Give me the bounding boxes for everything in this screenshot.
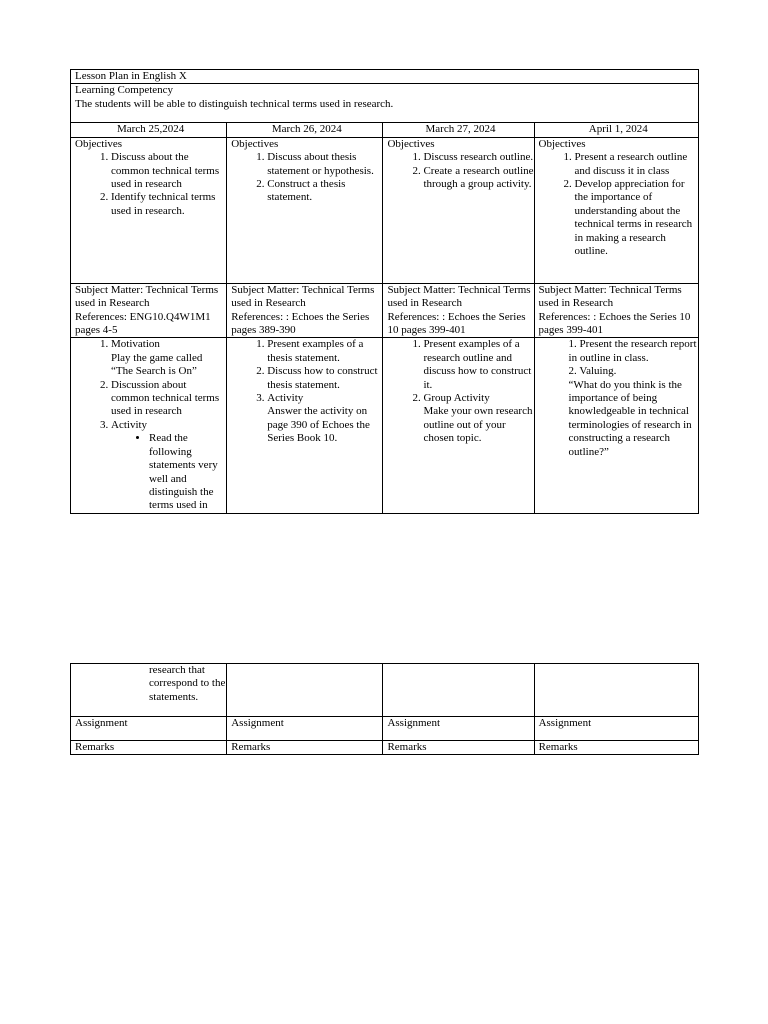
assignment-cell: Assignment	[383, 717, 534, 741]
objectives-cell	[383, 137, 534, 283]
objective-item: 1. Discuss about the common technical terms used in research	[111, 151, 226, 191]
objective-item: 2. Construct a thesis statement.	[267, 178, 382, 205]
procedure-item: 1. Motivation Play the game called “The Search is On”	[111, 338, 226, 378]
procedure-cell	[383, 338, 534, 513]
objective-item: 2. Identify technical terms used in research.	[111, 191, 226, 218]
procedure-cell	[71, 338, 227, 513]
references: References: ENG10.Q4W1M1 pages 4-5	[75, 310, 211, 337]
valuing-question: “What do you think is the importance of being knowledgeable in technical terminologies of research in constructing a research outline?”	[568, 378, 692, 458]
subject-matter-cell	[383, 283, 534, 338]
references: References: : Echoes the Series 10 pages 399-401	[387, 310, 526, 337]
objective-item: 1. Present a research outline and discuss it in class	[575, 151, 698, 178]
procedure-item: 2. Discuss how to construct thesis statement.	[267, 365, 382, 392]
procedure-item: 1. Present examples of a research outline and discuss how to construct it.	[423, 338, 533, 392]
remarks-cell: Remarks	[227, 741, 383, 755]
assignment-cell: Assignment	[227, 717, 383, 741]
procedure-line: 2. Valuing.	[568, 365, 617, 378]
procedure-item: 3. Activity Answer the activity on page 390 of Echoes the Series Book 10.	[267, 392, 382, 446]
date-header: April 1, 2024	[534, 123, 698, 137]
references: References: : Echoes the Series pages 389-390	[231, 310, 370, 337]
empty-cell	[383, 664, 534, 717]
subject-matter-cell	[534, 283, 698, 338]
procedure-cell	[227, 338, 383, 513]
remarks-cell: Remarks	[534, 741, 698, 755]
subject-matter: Subject Matter: Technical Terms used in Research	[231, 283, 375, 310]
subject-matter-cell	[227, 283, 383, 338]
date-header: March 27, 2024	[383, 123, 534, 137]
date-header: March 26, 2024	[227, 123, 383, 137]
lesson-plan-title: Lesson Plan in English X	[71, 70, 699, 84]
objectives-label: Objectives	[538, 137, 586, 150]
remarks-cell: Remarks	[71, 741, 227, 755]
objectives-cell	[71, 137, 227, 283]
subject-matter: Subject Matter: Technical Terms used in Research	[75, 283, 219, 310]
procedure-line: 1. Present the research report in outline in class.	[568, 338, 697, 364]
objectives-label: Objectives	[75, 137, 123, 150]
lesson-plan-table-continued	[70, 663, 699, 755]
subject-matter-cell	[71, 283, 227, 338]
objectives-cell	[227, 137, 383, 283]
lesson-plan-table	[70, 69, 699, 514]
procedure-item: 2. Group Activity Make your own research outline out of your chosen topic.	[423, 392, 533, 446]
objectives-label: Objectives	[231, 137, 279, 150]
empty-cell	[534, 664, 698, 717]
procedure-cell	[534, 338, 698, 513]
subject-matter: Subject Matter: Technical Terms used in Research	[387, 283, 531, 310]
objective-item: 2. Develop appreciation for the importance of understanding about the technical terms in research in making a research outline.	[575, 178, 698, 258]
activity-bullet-continued: research that correspond to the statements.	[149, 664, 226, 703]
subject-matter: Subject Matter: Technical Terms used in Research	[538, 283, 682, 310]
objective-item: 1. Discuss about thesis statement or hypothesis.	[267, 151, 382, 178]
competency-label: Learning Competency	[75, 84, 174, 97]
assignment-cell: Assignment	[534, 717, 698, 741]
objectives-cell	[534, 137, 698, 283]
procedure-item: 1. Present examples of a thesis statement.	[267, 338, 382, 365]
learning-competency	[71, 84, 699, 123]
procedure-continued-cell	[71, 664, 227, 717]
procedure-item: 2. Discussion about common technical terms used in research	[111, 379, 226, 419]
references: References: : Echoes the Series 10 pages 399-401	[538, 310, 691, 337]
empty-cell	[227, 664, 383, 717]
activity-bullet: • Read the following statements very well and distinguish the terms used in	[149, 432, 226, 512]
competency-text: The students will be able to distinguish technical terms used in research.	[75, 97, 394, 110]
assignment-cell: Assignment	[71, 717, 227, 741]
objective-item: 1. Discuss research outline.	[423, 151, 533, 164]
procedure-item: 3. Activity	[111, 419, 226, 432]
objective-item: 2. Create a research outline through a group activity.	[423, 165, 533, 192]
objectives-label: Objectives	[387, 137, 435, 150]
date-header: March 25,2024	[71, 123, 227, 137]
remarks-cell: Remarks	[383, 741, 534, 755]
